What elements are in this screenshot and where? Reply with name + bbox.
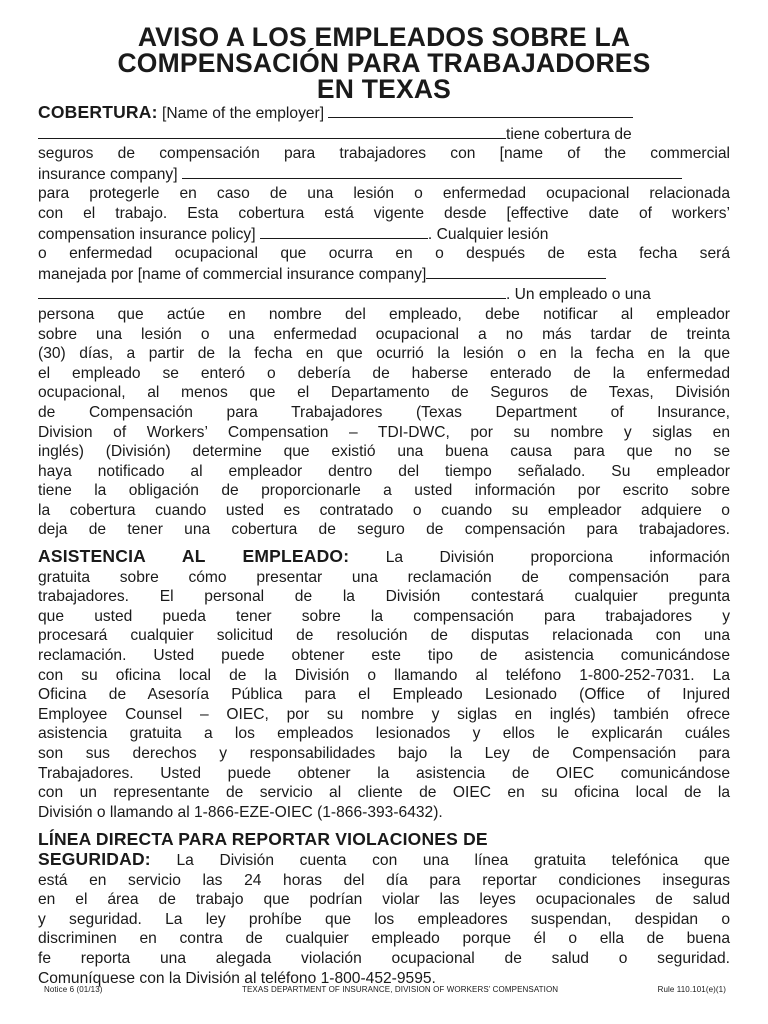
title-line: AVISO A LOS EMPLEADOS SOBRE LA xyxy=(137,22,631,52)
coverage-heading: COBERTURA: xyxy=(38,102,158,122)
claims-company-blank[interactable] xyxy=(426,264,606,279)
text-line: deja de tener una cobertura de seguro de compensación para trabajadores. xyxy=(38,521,730,539)
text-fragment: [Name of the employer] xyxy=(161,105,325,122)
text-line: discriminen en contra de cualquier empleado porque él o ella de buena xyxy=(38,930,730,948)
text-fragment: compensation insurance policy] xyxy=(38,225,256,243)
assistance-section xyxy=(38,547,730,822)
text-line: está en servicio las 24 horas del día para reportar condiciones inseguras xyxy=(38,871,730,889)
text-fragment: manejada por [name of commercial insurance company] xyxy=(38,265,427,283)
text-line: asistencia gratuita a los empleados lesionados y ellos le explicarán cuáles xyxy=(38,725,730,743)
text-line: para protegerle en caso de una lesión o enfermedad ocupacional relacionada xyxy=(38,185,730,203)
text-fragment: . Cualquier lesión xyxy=(427,225,549,243)
text-line: (30) días, a partir de la fecha en que ocurrió la lesión o en la fecha en la que xyxy=(38,345,730,363)
assistance-heading: ASISTENCIA AL EMPLEADO: xyxy=(38,546,350,567)
text-line: reclamación. Usted puede obtener este tipo de asistencia comunicándose xyxy=(38,647,730,665)
hotline-section xyxy=(38,830,730,988)
text-line: la cobertura cuando usted es contratado o cuando su empleador adquiere o xyxy=(38,501,730,519)
text-line: seguros de compensación para trabajadores con [name of the commercial xyxy=(38,145,730,163)
text-line: Oficina de Asesoría Pública para el Empleado Lesionado (Office of Injured xyxy=(38,686,730,704)
text-line: el empleado se enteró o debería de haberse enterado de la enfermedad xyxy=(38,364,730,382)
text-line: en el área de trabajo que podrían violar las leyes ocupacionales de salud xyxy=(38,891,730,909)
employer-name-blank[interactable] xyxy=(328,103,633,118)
text-line: Comuníquese con la División al teléfono 1-800-452-9595. xyxy=(38,969,436,987)
text-line: que usted pueda tener sobre la compensación para trabajadores y xyxy=(38,607,730,625)
text-line xyxy=(38,224,730,245)
title-line: COMPENSACIÓN PARA TRABAJADORES xyxy=(117,48,651,78)
text-line: de Compensación para Trabajadores (Texas Department of Insurance, xyxy=(38,403,730,421)
text-line: Employee Counsel – OIEC, por su nombre y siglas en inglés) también ofrece xyxy=(38,705,730,723)
claims-company-blank-continued[interactable] xyxy=(38,284,506,299)
text-line: Division of Workers’ Compensation – TDI-DWC, por su nombre y siglas en xyxy=(38,423,730,441)
text-line: sobre una lesión o una enfermedad ocupacional a no más tardar de treinta xyxy=(38,325,730,343)
text-line: tiene la obligación de proporcionarle a usted información por escrito sobre xyxy=(38,482,730,500)
title-line: EN TEXAS xyxy=(316,74,452,104)
text-line: son sus derechos y responsabilidades bajo la Ley de Compensación para xyxy=(38,745,730,762)
text-fragment: insurance company] xyxy=(38,165,178,183)
text-line: persona que actúe en nombre del empleado, debe notificar al empleador xyxy=(38,305,730,323)
text-line xyxy=(38,164,730,185)
page-footer xyxy=(44,985,726,994)
text-line: con el trabajo. Esta cobertura está vigente desde [effective date of workers’ xyxy=(38,204,730,222)
text-line: gratuita sobre cómo presentar una reclamación de compensación para xyxy=(38,568,730,586)
effective-date-blank[interactable] xyxy=(260,224,428,239)
text-line xyxy=(38,103,730,124)
text-fragment: La División proporciona información xyxy=(385,549,730,567)
text-line xyxy=(38,124,730,145)
text-line: ocupacional, al menos que el Departamento de Seguros de Texas, División xyxy=(38,384,730,402)
text-line: trabajadores. El personal de la División contestará cualquier pregunta xyxy=(38,588,730,606)
hotline-heading: LÍNEA DIRECTA PARA REPORTAR VIOLACIONES DE xyxy=(38,829,488,850)
text-fragment: La División cuenta con una línea gratuita telefónica que xyxy=(176,851,730,869)
text-line xyxy=(38,547,730,568)
text-line: División o llamando al 1-866-EZE-OIEC (1-866-393-6432). xyxy=(38,803,443,821)
text-line: con un representante de servicio al cliente de OIEC en su oficina local de la xyxy=(38,784,730,802)
coverage-section xyxy=(38,103,730,540)
insurance-company-blank[interactable] xyxy=(182,164,682,179)
employer-name-blank-continued[interactable] xyxy=(38,124,506,139)
text-line: con su oficina local de la División o llamando al teléfono 1-800-252-7031. La xyxy=(38,666,730,684)
text-line: o enfermedad ocupacional que ocurra en o después de esta fecha será xyxy=(38,245,730,263)
text-line: Trabajadores. Usted puede obtener la asistencia de OIEC comunicándose xyxy=(38,764,730,782)
text-line: inglés) (División) determine que existió una buena causa para que no se xyxy=(38,443,730,461)
text-line: fe reporta una alegada violación ocupacional de salud o seguridad. xyxy=(38,949,730,967)
text-line: y seguridad. La ley prohíbe que los empleadores suspendan, despidan o xyxy=(38,910,730,928)
text-fragment: tiene cobertura de xyxy=(506,125,632,143)
text-line xyxy=(38,850,730,871)
text-line xyxy=(38,264,730,285)
text-fragment: . Un empleado o una xyxy=(506,286,651,304)
notice-title xyxy=(38,0,730,102)
hotline-heading-continued: SEGURIDAD: xyxy=(38,848,151,869)
agency-name: TEXAS DEPARTMENT OF INSURANCE, DIVISION OF WORKERS’ COMPENSATION xyxy=(241,985,559,994)
text-line xyxy=(38,284,730,305)
rule-reference: Rule 110.101(e)(1) xyxy=(657,985,726,994)
notice-number: Notice 6 (01/13) xyxy=(44,985,103,994)
text-line: haya notificado al empleador dentro del tiempo señalado. Su empleador xyxy=(38,462,730,480)
text-line: procesará cualquier solicitud de resolución de disputas relacionada con una xyxy=(38,627,730,645)
